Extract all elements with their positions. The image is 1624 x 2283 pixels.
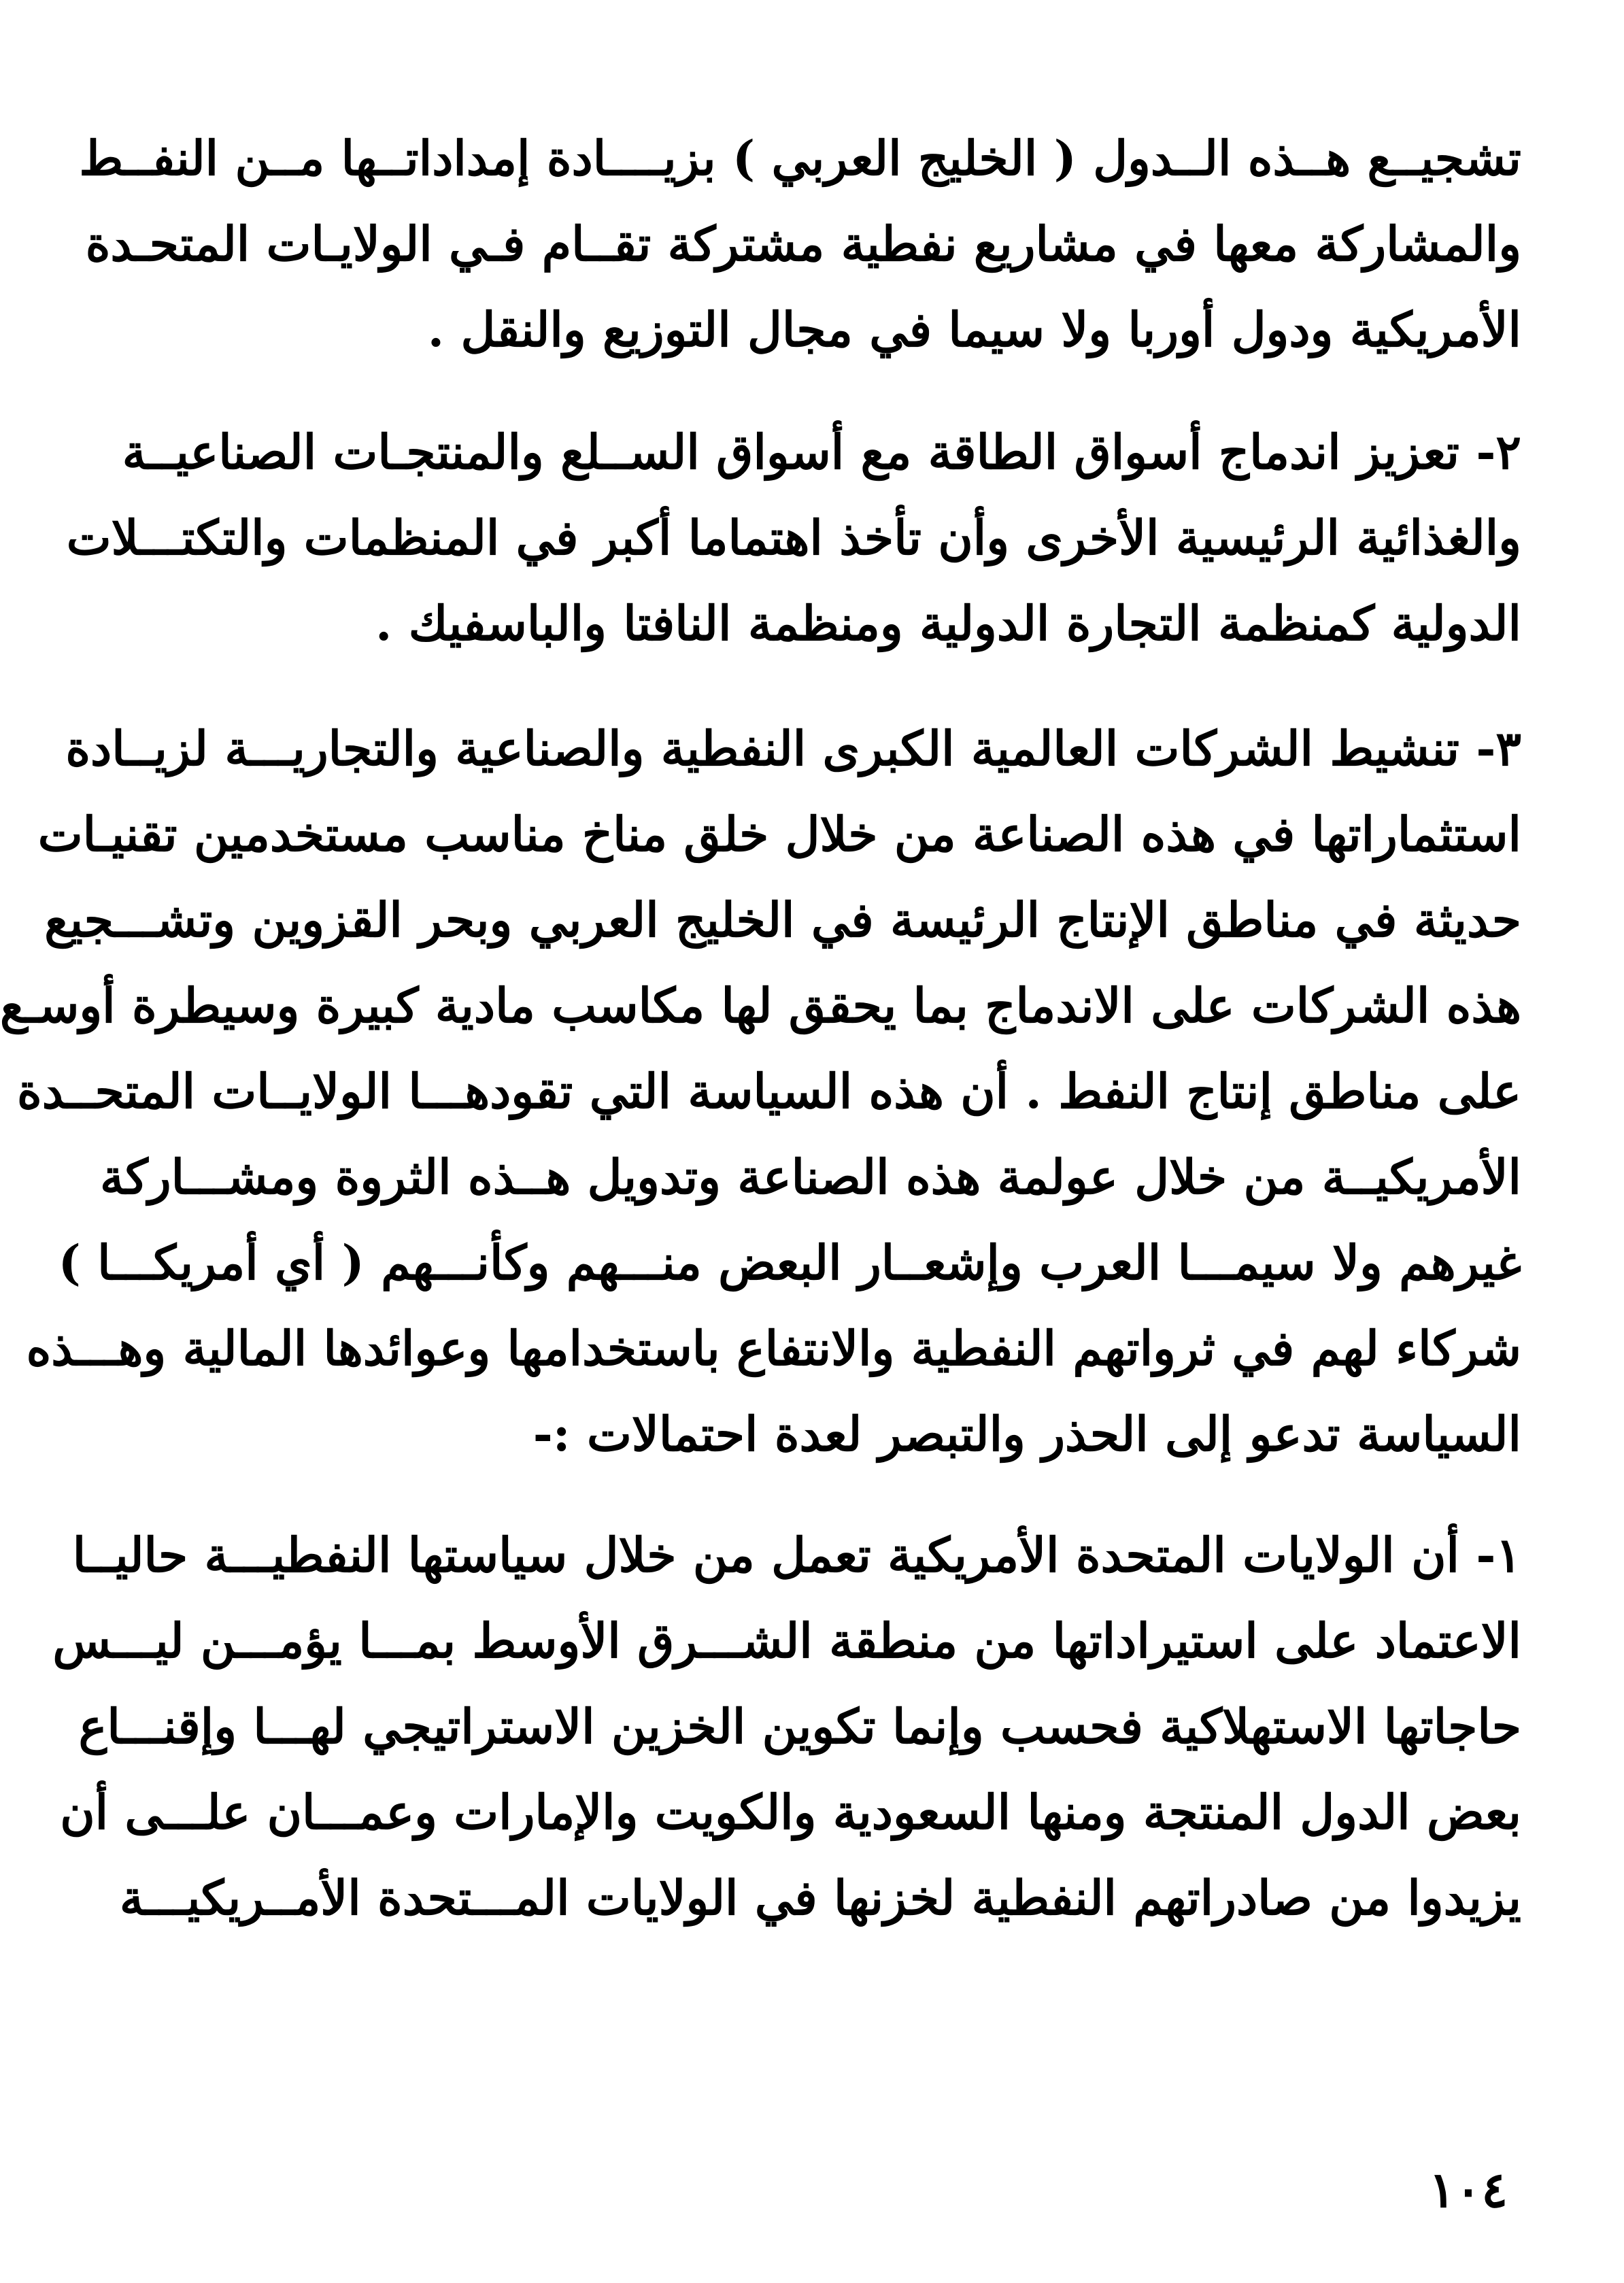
paragraph-1 — [79, 116, 1521, 373]
paragraph-4 — [52, 1512, 1521, 1941]
text-line: الأمريكيــة من خلال عولمة هذه الصناعة وتدويل هــذه الثروة ومشـــاركة — [99, 1149, 1521, 1205]
text-line: الأمريكية ودول أوربا ولا سيما في مجال التوزيع والنقل . — [427, 301, 1521, 358]
paragraph-3 — [0, 706, 1521, 1477]
text-line: تشجيــع هــذه الــدول ( الخليج العربي ) بزيــــادة إمداداتــها مــن النفــط — [79, 130, 1521, 186]
body-text — [0, 116, 1521, 1941]
text-line: السياسة تدعو إلى الحذر والتبصر لعدة احتمالات :- — [532, 1406, 1521, 1462]
paragraph-spacer — [233, 1477, 1521, 1512]
text-line: ١- أن الولايات المتحدة الأمريكية تعمل من خلال سياستها النفطيـــة حاليــا — [72, 1527, 1521, 1583]
text-line: شركاء لهم في ثرواتهم النفطية والانتفاع باستخدامها وعوائدها المالية وهـــذه — [26, 1320, 1521, 1376]
paragraph-spacer — [233, 666, 1521, 706]
text-line: الاعتماد على استيراداتها من منطقة الشـــرق الأوسط بمـــا يؤمـــن ليـــس — [52, 1612, 1521, 1669]
text-line: حديثة في مناطق الإنتاج الرئيسة في الخليج العربي وبحر القزوين وتشـــجيع — [44, 892, 1521, 948]
text-line: غيرهم ولا سيمـــا العرب وإشعــار البعض منـــهم وكأنـــهم ( أي أمريكـــا ) — [58, 1234, 1521, 1291]
text-line: ٣- تنشيط الشركات العالمية الكبرى النفطية والصناعية والتجاريـــة لزيــادة — [65, 720, 1521, 777]
paragraph-2 — [66, 409, 1521, 666]
text-line: هذه الشركات على الاندماج بما يحقق لها مكاسب مادية كبيرة وسيطرة أوسـع — [0, 977, 1521, 1034]
text-line: بعض الدول المنتجة ومنها السعودية والكويت والإمارات وعمـــان علـــى أن — [60, 1784, 1521, 1840]
text-line: استثماراتها في هذه الصناعة من خلال خلق مناخ مناسب مستخدمين تقنيـات — [37, 806, 1521, 862]
page-number: ١٠٤ — [1428, 2161, 1508, 2218]
text-line: والغذائية الرئيسية الأخرى وأن تأخذ اهتماما أكبر في المنظمات والتكتـــلات — [66, 509, 1521, 566]
text-line: حاجاتها الاستهلاكية فحسب وإنما تكوين الخزين الاستراتيجي لهـــا وإقنـــاع — [78, 1698, 1521, 1755]
paragraph-spacer — [233, 373, 1521, 409]
text-line: يزيدوا من صادراتهم النفطية لخزنها في الولايات المـــتحدة الأمــريكيـــة — [119, 1870, 1521, 1926]
text-line: والمشاركة معها في مشاريع نفطية مشتركة تقــام فـي الولايـات المتحـدة — [85, 216, 1521, 272]
text-line: ٢- تعزيز اندماج أسواق الطاقة مع أسواق الســلع والمنتجـات الصناعيــة — [122, 424, 1521, 480]
text-line: على مناطق إنتاج النفط . أن هذه السياسة التي تقودهـــا الولايــات المتحــدة — [17, 1063, 1521, 1119]
text-line: الدولية كمنظمة التجارة الدولية ومنظمة النافتا والباسفيك . — [375, 595, 1521, 652]
